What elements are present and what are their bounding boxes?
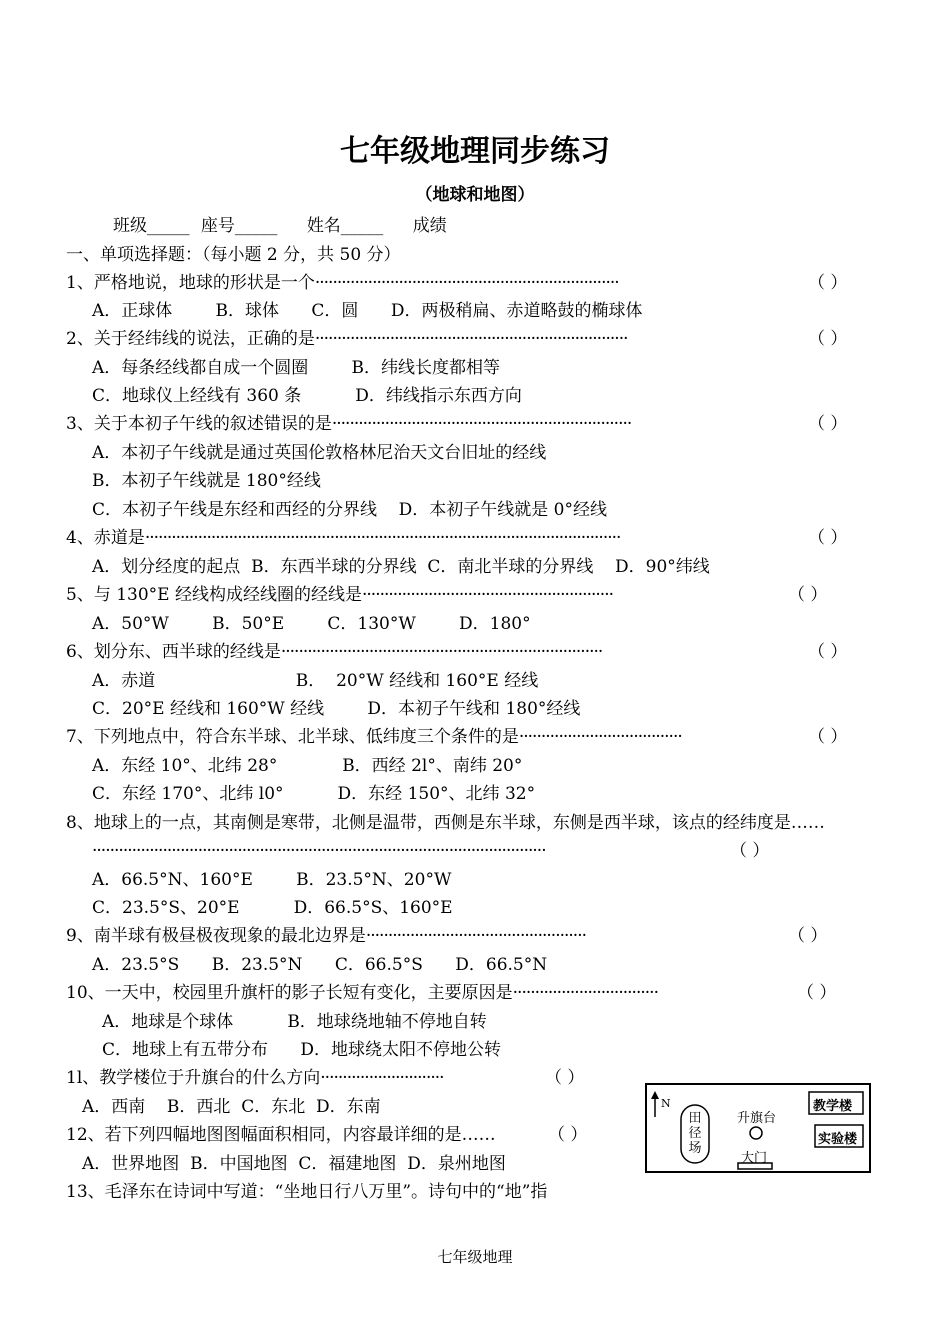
leader-dots: ············································································································	[144, 528, 621, 548]
teaching-building-label: 教学楼	[813, 1099, 853, 1114]
question-stem: 12、若下列四幅地图图幅面积相同，内容最详细的是	[66, 1125, 462, 1145]
question-12-stem	[66, 1125, 496, 1145]
lab-building-label: 实验楼	[818, 1132, 858, 1147]
answer-bracket: （ ）	[808, 273, 848, 293]
answer-bracket: （ ）	[808, 727, 848, 747]
section-heading: 一、单项选择题：（每小题 2 分，共 50 分）	[66, 245, 401, 265]
question-3-option-row: C．本初子午线是东经和西经的分界线 D．本初子午线就是 0°经线	[92, 500, 607, 520]
question-8-option-row: C．23.5°S、20°E D．66.5°S、160°E	[92, 898, 453, 918]
leader-dots: ····························	[320, 1068, 444, 1088]
question-1-options: A．正球体 B．球体 C．圆 D．两极稍扁、赤道略鼓的椭球体	[92, 301, 643, 321]
question-stem: 5、与 130°E 经线构成经线圈的经线是	[66, 585, 362, 605]
question-6-option-row: A．赤道 B． 20°W 经线和 160°E 经线	[92, 671, 539, 691]
leader-dots: ……	[461, 1125, 496, 1145]
question-2-option-row: C．地球仪上经线有 360 条 D．纬线指示东西方向	[92, 386, 522, 406]
question-3-stem	[66, 414, 631, 434]
question-1-stem	[66, 273, 619, 293]
answer-bracket: （ ）	[808, 528, 848, 548]
student-info-row	[113, 216, 447, 236]
name-field: 姓名_____	[306, 216, 384, 236]
question-stem: 1l、教学楼位于升旗台的什么方向	[66, 1068, 321, 1088]
question-10-option-row: A．地球是个球体 B．地球绕地轴不停地自转	[102, 1012, 487, 1032]
answer-bracket: （ ）	[808, 329, 848, 349]
question-stem: 7、下列地点中，符合东半球、北半球、低纬度三个条件的是	[66, 727, 519, 747]
question-12-options: A．世界地图 B．中国地图 C．福建地图 D．泉州地图	[82, 1154, 506, 1174]
class-field: 班级_____	[113, 216, 190, 236]
leader-dots: ·························································	[361, 585, 614, 605]
question-11-stem	[66, 1068, 444, 1088]
leader-dots: ·········································································	[280, 642, 603, 662]
question-13-stem: 13、毛泽东在诗词中写道：“坐地日行八万里”。诗句中的“地”指	[66, 1182, 548, 1202]
leader-dots: ·································	[512, 983, 658, 1003]
gate-label: 大门	[741, 1151, 768, 1166]
answer-bracket: （ ）	[548, 1125, 588, 1145]
question-9-stem	[66, 926, 586, 946]
question-2-stem	[66, 329, 628, 349]
question-7-option-row: A．东经 10°、北纬 28° B．西经 2l°、南纬 20°	[92, 756, 523, 776]
question-4-options: A．划分经度的起点 B．东西半球的分界线 C．南北半球的分界线 D．90°纬线	[92, 557, 710, 577]
answer-bracket: （ ）	[808, 414, 848, 434]
question-stem: 3、关于本初子午线的叙述错误的是	[66, 414, 332, 434]
question-3-option-row: B．本初子午线就是 180°经线	[92, 471, 321, 491]
question-3-option-row: A．本初子午线就是通过英国伦敦格林尼治天文台旧址的经线	[92, 443, 547, 463]
question-stem: 6、划分东、西半球的经线是	[66, 642, 281, 662]
answer-bracket: （ ）	[730, 841, 770, 861]
north-arrow-icon	[651, 1091, 659, 1117]
question-stem: 4、赤道是	[66, 528, 145, 548]
question-4-stem	[66, 528, 620, 548]
north-label: N	[661, 1097, 671, 1110]
question-2-option-row: A．每条经线都自成一个圆圈 B．纬线长度都相等	[92, 358, 500, 378]
leader-dots: ··················································	[365, 926, 587, 946]
page-title: 七年级地理同步练习	[340, 134, 610, 169]
page-footer: 七年级地理	[437, 1248, 513, 1266]
question-5-stem	[66, 585, 613, 605]
page-subtitle: （地球和地图）	[415, 185, 535, 205]
flag-platform-label: 升旗台	[737, 1111, 777, 1126]
question-6-option-row: C．20°E 经线和 160°W 经线 D．本初子午线和 180°经线	[92, 699, 581, 719]
seat-field: 座号_____	[200, 216, 278, 236]
leader-dots: ·······································································································	[92, 841, 546, 861]
leader-dots: ·····································	[518, 727, 682, 747]
question-8-stem: 8、地球上的一点，其南侧是寒带，北侧是温带，西侧是东半球，东侧是西半球，该点的经纬度是……	[66, 813, 825, 833]
leader-dots: ·····································································	[314, 273, 619, 293]
question-9-options: A．23.5°S B．23.5°N C．66.5°S D．66.5°N	[92, 955, 548, 975]
field-label: 田径场	[688, 1111, 702, 1156]
flagpole-icon	[750, 1127, 762, 1139]
question-10-option-row: C．地球上有五带分布 D．地球绕太阳不停地公转	[102, 1040, 502, 1060]
question-11-options: A．西南 B．西北 C．东北 D．东南	[82, 1097, 381, 1117]
answer-bracket: （ ）	[788, 585, 828, 605]
question-7-stem	[66, 727, 682, 747]
answer-bracket: （ ）	[545, 1068, 585, 1088]
question-7-option-row: C．东经 170°、北纬 l0° D．东经 150°、北纬 32°	[92, 784, 536, 804]
answer-bracket: （ ）	[788, 926, 828, 946]
score-field: 成绩	[412, 216, 447, 236]
question-10-stem	[66, 983, 658, 1003]
question-8-option-row: A．66.5°N、160°E B．23.5°N、20°W	[92, 870, 452, 890]
question-stem: 10、一天中，校园里升旗杆的影子长短有变化，主要原因是	[66, 983, 513, 1003]
question-6-stem	[66, 642, 602, 662]
question-stem: 9、南半球有极昼极夜现象的最北边界是	[66, 926, 366, 946]
campus-map	[645, 1083, 871, 1173]
leader-dots: ····································································	[331, 414, 632, 434]
question-stem: 1、严格地说，地球的形状是一个	[66, 273, 315, 293]
answer-bracket: （ ）	[797, 983, 837, 1003]
question-stem: 2、关于经纬线的说法，正确的是	[66, 329, 315, 349]
question-5-options: A．50°W B．50°E C．130°W D．180°	[92, 614, 531, 634]
answer-bracket: （ ）	[808, 642, 848, 662]
leader-dots: ·······································································	[314, 329, 628, 349]
